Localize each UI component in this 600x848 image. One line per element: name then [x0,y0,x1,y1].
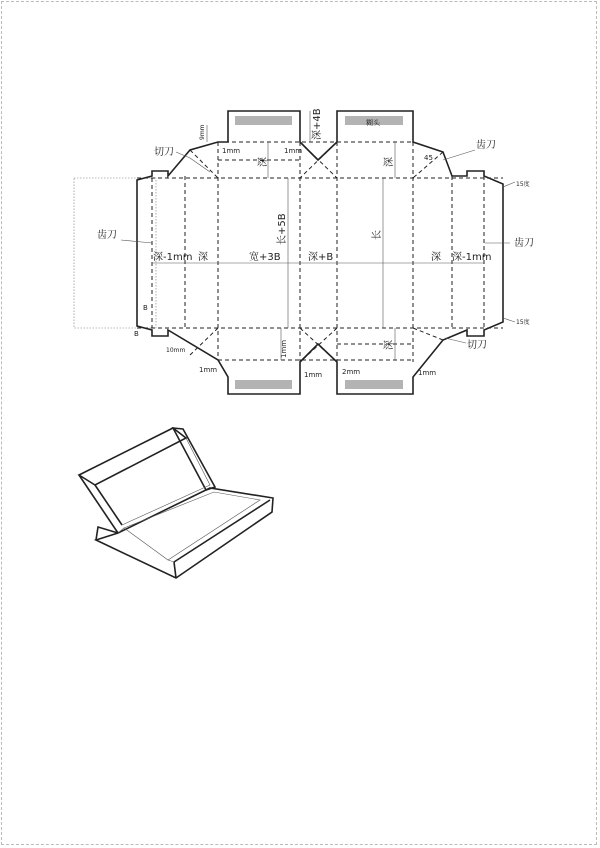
label-serrated-knife-right: 齿刀 [514,238,534,249]
leader-serr-tr [443,150,475,160]
bottom-right-flap-bar [345,380,403,389]
label-depth-bottom-left: 深 [384,340,395,350]
label-dim-2mm: 2mm [342,368,361,376]
label-glue-flap: 糊头 [366,119,380,127]
leader-cut-tl [176,152,210,172]
label-depth-left: 深 [198,252,208,263]
label-depth-minus-1mm-left: 深-1mm [153,252,193,263]
label-depth-top-left: 深 [258,157,269,167]
leader-15-bot [503,318,515,322]
label-dim-1mm-a: 1mm [222,147,241,155]
label-serrated-knife-left: 齿刀 [97,230,117,241]
label-dim-9mm: 9mm [199,124,206,140]
fold-diag-tl [190,150,218,178]
label-angle-15-top: 15度 [516,181,530,188]
assembled-box-illustration [79,428,273,578]
top-left-flap-bar [235,116,292,125]
label-dim-1mm-e: 1mm [304,371,323,379]
label-depth-top-right: 深 [384,157,395,167]
label-length: 长 [372,230,383,240]
label-depth-plus-4b: 深+4B [312,108,323,140]
label-dim-1mm-b: 1mm [284,147,303,155]
leader-15-top [503,182,515,187]
leader-cut-br [445,338,466,343]
label-dim-b-left2: B [134,330,139,338]
label-cut-knife-top-left: 切刀 [154,147,174,158]
label-width-plus-3b: 宽+3B [249,252,281,263]
label-dim-b-left: B [143,304,148,312]
label-serrated-knife-top-right: 齿刀 [476,140,496,151]
label-length-plus-5b: 长+5B [277,213,288,245]
label-depth-minus-1mm-right: 深-1mm [452,252,492,263]
label-angle-15-bottom: 15度 [516,319,530,326]
label-depth-plus-b: 深+B [308,252,334,263]
label-depth-right: 深 [431,252,441,263]
label-dim-1mm-c: 1mm [280,339,288,358]
label-dim-10mm: 10mm [166,347,186,354]
label-dim-1mm-f: 1mm [418,369,437,377]
label-cut-knife-bottom-right: 切刀 [467,340,487,351]
bottom-left-flap-bar [235,380,292,389]
label-angle-45: 45 [424,154,433,162]
fold-diag-br [413,328,443,340]
label-dim-1mm-d: 1mm [199,366,218,374]
